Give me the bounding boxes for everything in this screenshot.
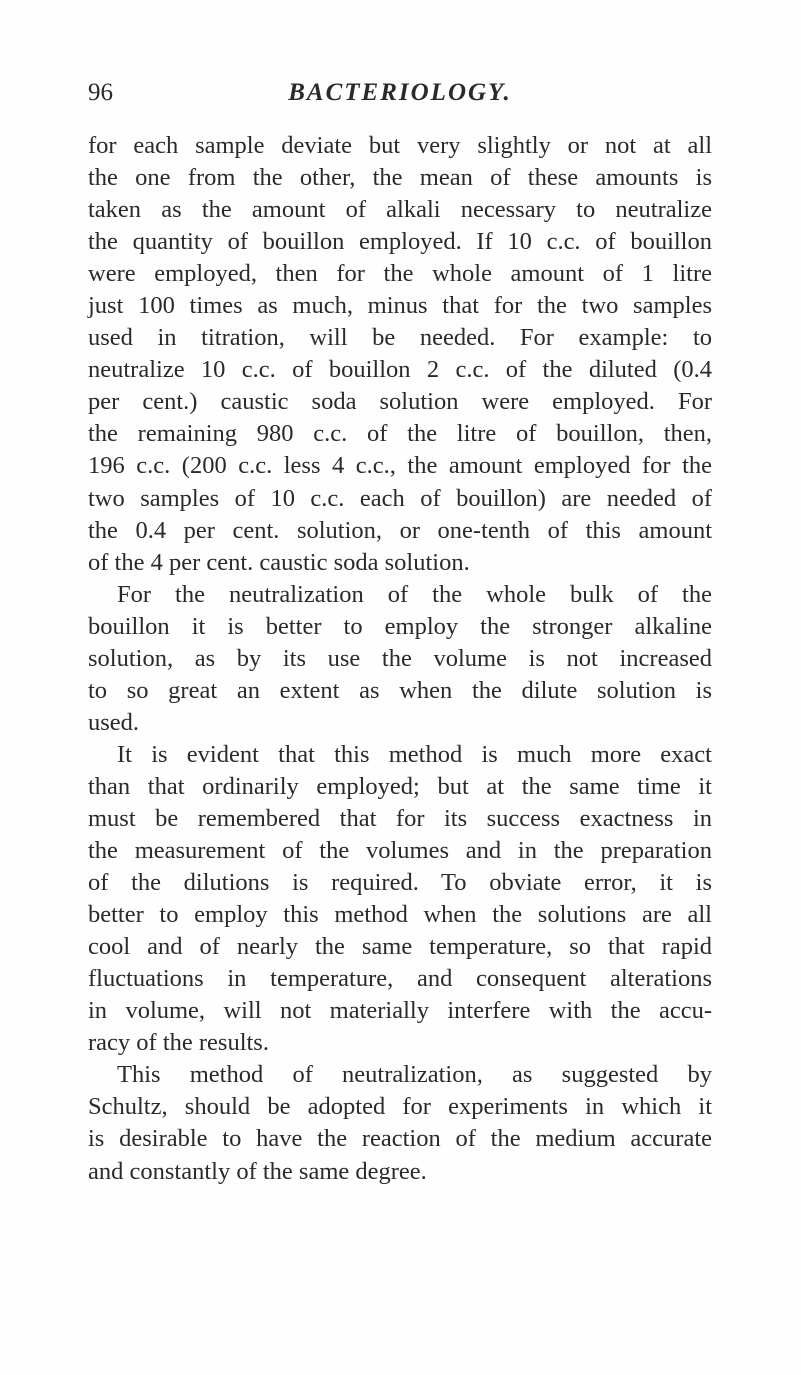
text-line: bouillon it is better to employ the stronger alkaline bbox=[88, 612, 712, 640]
text-line: taken as the amount of alkali necessary to neutralize bbox=[88, 196, 712, 224]
text-line: the 0.4 per cent. solution, or one-tenth of this amount bbox=[88, 516, 712, 544]
text-line: must be remembered that for its success exactness in bbox=[88, 804, 712, 832]
text-line: This method of neutralization, as suggested by bbox=[117, 1061, 712, 1089]
text-line: 196 c.c. (200 c.c. less 4 c.c., the amount employed for the bbox=[88, 452, 712, 480]
text-line: neutralize 10 c.c. of bouillon 2 c.c. of the diluted (0.4 bbox=[88, 356, 712, 384]
text-line: better to employ this method when the solutions are all bbox=[88, 901, 712, 929]
text-line: the one from the other, the mean of these amounts is bbox=[88, 164, 712, 192]
running-head: BACTERIOLOGY. bbox=[288, 79, 512, 106]
text-line: than that ordinarily employed; but at the same time it bbox=[88, 772, 712, 800]
text-line: just 100 times as much, minus that for the two samples bbox=[88, 292, 712, 320]
text-line: of the dilutions is required. To obviate error, it is bbox=[88, 869, 712, 897]
text-line: Schultz, should be adopted for experiments in which it bbox=[88, 1093, 712, 1121]
text-line: the remaining 980 c.c. of the litre of bouillon, then, bbox=[88, 420, 712, 448]
text-line: used. bbox=[88, 708, 140, 736]
text-line: to so great an extent as when the dilute solution is bbox=[88, 676, 712, 704]
text-line: in volume, will not materially interfere with the accu- bbox=[88, 997, 712, 1025]
page-header bbox=[88, 76, 712, 110]
text-line: is desirable to have the reaction of the medium accurate bbox=[88, 1125, 712, 1153]
body-text bbox=[88, 130, 712, 1188]
text-line: fluctuations in temperature, and consequent alterations bbox=[88, 965, 712, 993]
text-line: For the neutralization of the whole bulk of the bbox=[117, 580, 712, 608]
text-line: the measurement of the volumes and in the preparation bbox=[88, 837, 712, 865]
text-line: It is evident that this method is much more exact bbox=[117, 740, 712, 768]
text-line: and constantly of the same degree. bbox=[88, 1157, 427, 1185]
text-line: were employed, then for the whole amount of 1 litre bbox=[88, 260, 712, 288]
text-line: per cent.) caustic soda solution were employed. For bbox=[88, 388, 712, 416]
text-line: of the 4 per cent. caustic soda solution. bbox=[88, 548, 470, 576]
text-line: for each sample deviate but very slightly or not at all bbox=[88, 132, 712, 159]
text-line: cool and of nearly the same temperature, so that rapid bbox=[88, 933, 712, 961]
text-line: the quantity of bouillon employed. If 10 c.c. of bouillon bbox=[88, 228, 712, 256]
text-line: two samples of 10 c.c. each of bouillon) are needed of bbox=[88, 484, 712, 512]
page-number: 96 bbox=[88, 79, 113, 106]
text-line: used in titration, will be needed. For example: to bbox=[88, 324, 712, 352]
text-line: racy of the results. bbox=[88, 1029, 269, 1057]
text-line: solution, as by its use the volume is not increased bbox=[88, 644, 712, 672]
